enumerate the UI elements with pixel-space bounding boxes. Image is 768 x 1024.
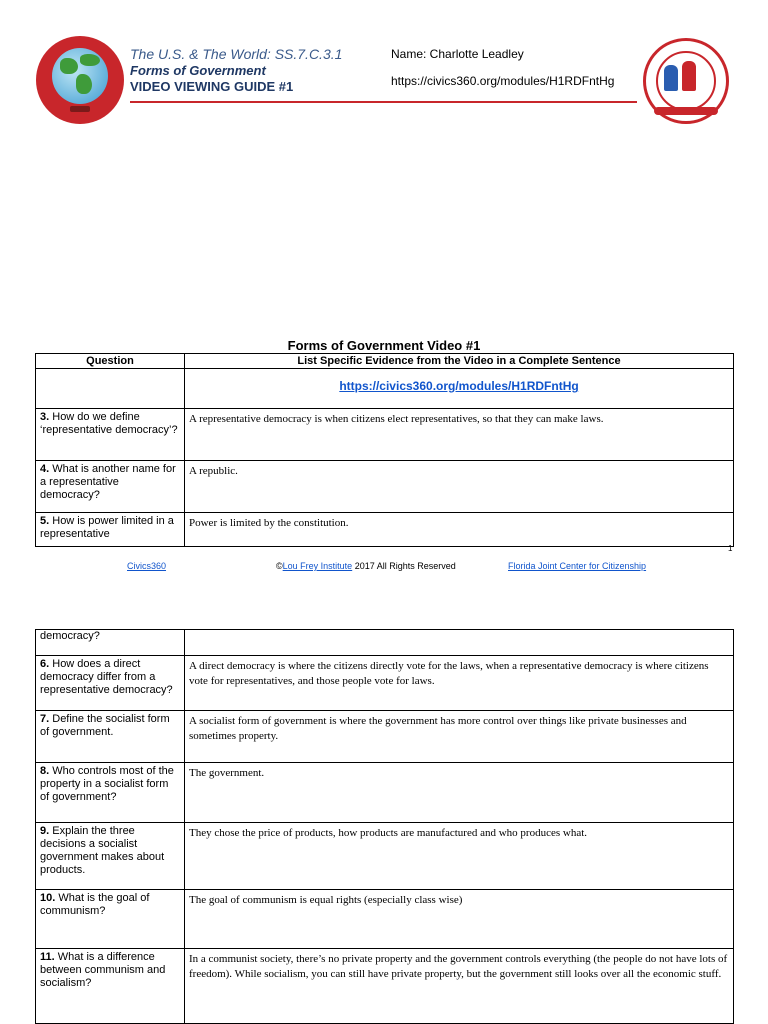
table-title: Forms of Government Video #1 (287, 338, 481, 353)
question-text: How does a direct democracy differ from a representative democracy? (40, 658, 173, 696)
answer-cell: A republic. (185, 461, 734, 513)
table-row (36, 711, 734, 763)
answer-cell: In a communist society, there’s no private property and the government controls everything (the people do not have lots of freedom). While socialism, you can still have private property, but the government still looks over all the economic stuff. (185, 949, 734, 1024)
answer-cell: A socialist form of government is where the government has more control over things like private businesses and sometimes property. (185, 711, 734, 763)
table-row (36, 513, 734, 547)
empty-cell (36, 369, 185, 409)
question-text: How is power limited in a representative (40, 515, 174, 540)
question-number: 4. (40, 463, 50, 475)
institute-seal-icon (643, 38, 729, 124)
question-number: 10. (40, 892, 56, 904)
course-subtitle: The U.S. & The World: SS.7.C.3.1 (130, 46, 343, 62)
question-cell: democracy? (36, 630, 185, 656)
question-text: Define the socialist form of government. (40, 713, 170, 738)
module-url: https://civics360.org/modules/H1RDFntHg (391, 74, 615, 88)
question-cell (36, 461, 185, 513)
question-number: 3. (40, 411, 50, 423)
question-cell (36, 513, 185, 547)
rights-text: 2017 All Rights Reserved (352, 561, 456, 571)
question-number: 7. (40, 713, 50, 725)
question-cell (36, 656, 185, 711)
question-cell (36, 409, 185, 461)
column-header-question: Question (36, 354, 185, 369)
answer-cell: Power is limited by the constitution. (185, 513, 734, 547)
module-title: Forms of Government (130, 63, 266, 78)
footer-copyright (276, 561, 456, 571)
question-number: 11. (40, 951, 55, 963)
question-cell (36, 949, 185, 1024)
question-number: 9. (40, 825, 50, 837)
table-row (36, 656, 734, 711)
guide-title: VIDEO VIEWING GUIDE #1 (130, 79, 294, 94)
globe-logo-icon (36, 36, 124, 124)
answer-cell: They chose the price of products, how products are manufactured and who produces what. (185, 823, 734, 890)
question-table-page2 (35, 629, 734, 1024)
student-name: Name: Charlotte Leadley (391, 47, 524, 61)
video-link[interactable]: https://civics360.org/modules/H1RDFntHg (339, 379, 579, 393)
table-row (36, 409, 734, 461)
question-text: What is the goal of communism? (40, 892, 150, 917)
answer-cell: A representative democracy is when citizens elect representatives, so that they can make laws. (185, 409, 734, 461)
table-row (36, 630, 734, 656)
question-text: Who controls most of the property in a socialist form of government? (40, 765, 174, 803)
answer-cell: The government. (185, 763, 734, 823)
question-number: 5. (40, 515, 50, 527)
answer-cell: A direct democracy is where the citizens directly vote for the laws, when a representative democracy is where citizens vote for representatives, and those people vote for laws. (185, 656, 734, 711)
table-row (36, 461, 734, 513)
table-row (36, 823, 734, 890)
question-text: What is a difference between communism and socialism? (40, 951, 166, 989)
answer-cell (185, 630, 734, 656)
question-cell (36, 890, 185, 949)
copyright-symbol: © (276, 561, 283, 571)
table-row (36, 949, 734, 1024)
question-text: What is another name for a representative democracy? (40, 463, 176, 501)
column-header-evidence: List Specific Evidence from the Video in a Complete Sentence (185, 354, 734, 369)
answer-cell: The goal of communism is equal rights (especially class wise) (185, 890, 734, 949)
question-table-page1 (35, 353, 734, 547)
video-link-cell (185, 369, 734, 409)
footer-fjcc-link[interactable]: Florida Joint Center for Citizenship (508, 561, 647, 571)
footer-civics360-link[interactable]: Civics360 (127, 561, 167, 571)
table-row (36, 763, 734, 823)
question-text: Explain the three decisions a socialist government makes about products. (40, 825, 165, 876)
header-divider (130, 101, 637, 103)
question-cell (36, 823, 185, 890)
question-text: How do we define ‘representative democracy’? (40, 411, 178, 436)
page-number: 1 (728, 544, 733, 553)
question-cell (36, 763, 185, 823)
question-number: 8. (40, 765, 50, 777)
table-row (36, 890, 734, 949)
question-cell (36, 711, 185, 763)
question-number: 6. (40, 658, 50, 670)
lou-frey-institute-link[interactable]: Lou Frey Institute (282, 561, 353, 571)
